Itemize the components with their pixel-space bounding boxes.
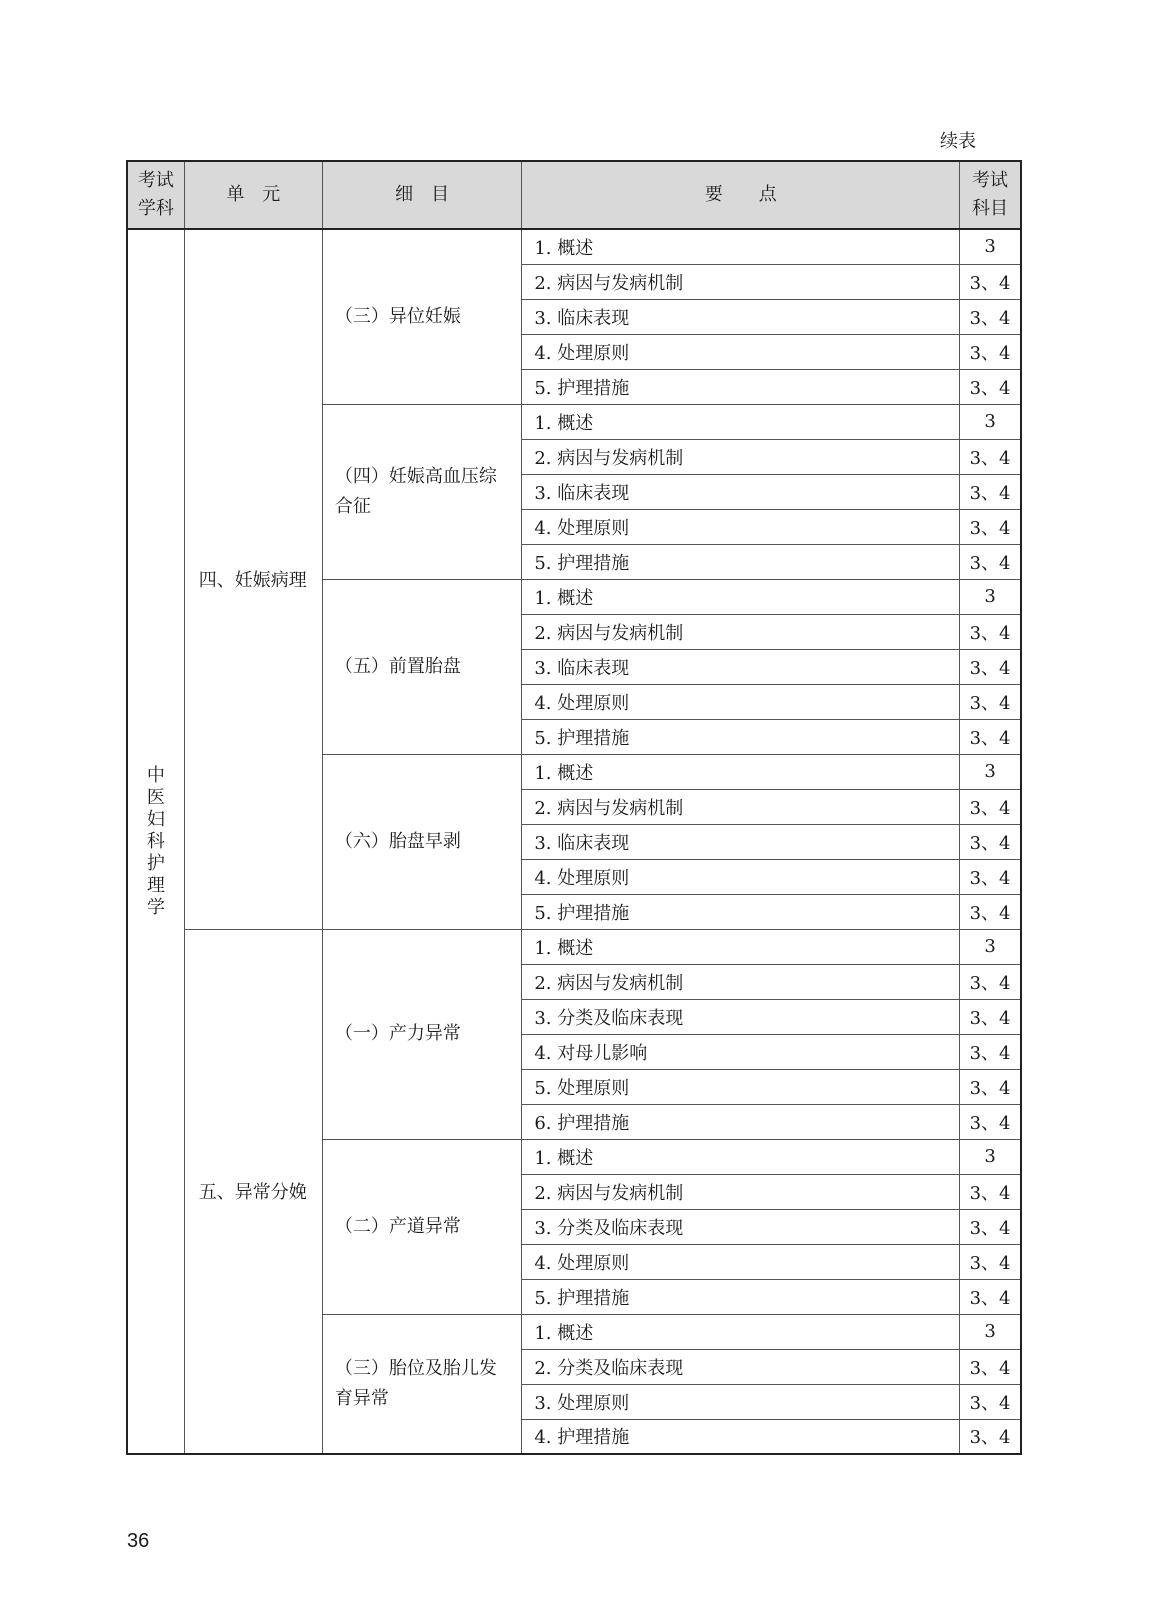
score-cell: 3、4 <box>960 439 1021 474</box>
point-cell: 2. 分类及临床表现 <box>522 1349 960 1384</box>
point-cell: 4. 对母儿影响 <box>522 1034 960 1069</box>
score-cell: 3 <box>960 754 1021 789</box>
score-cell: 3、4 <box>960 789 1021 824</box>
score-cell: 3、4 <box>960 964 1021 999</box>
point-cell: 4. 护理措施 <box>522 1419 960 1454</box>
score-cell: 3、4 <box>960 264 1021 299</box>
score-cell: 3、4 <box>960 474 1021 509</box>
score-cell: 3、4 <box>960 334 1021 369</box>
point-cell: 1. 概述 <box>522 754 960 789</box>
point-cell: 3. 临床表现 <box>522 824 960 859</box>
point-cell: 3. 临床表现 <box>522 474 960 509</box>
score-cell: 3 <box>960 1139 1021 1174</box>
continued-label: 续表 <box>940 131 976 152</box>
score-cell: 3、4 <box>960 719 1021 754</box>
item-cell: （四）妊娠高血压综合征 <box>322 404 521 579</box>
score-cell: 3 <box>960 404 1021 439</box>
score-cell: 3、4 <box>960 1419 1021 1454</box>
point-cell: 3. 分类及临床表现 <box>522 1209 960 1244</box>
point-cell: 5. 护理措施 <box>522 719 960 754</box>
point-cell: 1. 概述 <box>522 229 960 264</box>
point-cell: 4. 处理原则 <box>522 509 960 544</box>
point-cell: 3. 临床表现 <box>522 649 960 684</box>
score-cell: 3 <box>960 929 1021 964</box>
point-cell: 6. 护理措施 <box>522 1104 960 1139</box>
point-cell: 4. 处理原则 <box>522 684 960 719</box>
point-cell: 1. 概述 <box>522 1314 960 1349</box>
point-cell: 5. 护理措施 <box>522 1279 960 1314</box>
score-cell: 3、4 <box>960 999 1021 1034</box>
point-cell: 1. 概述 <box>522 929 960 964</box>
table-row <box>127 929 1021 964</box>
score-cell: 3 <box>960 579 1021 614</box>
unit-cell: 四、妊娠病理 <box>184 229 322 929</box>
score-cell: 3、4 <box>960 1174 1021 1209</box>
score-cell: 3、4 <box>960 544 1021 579</box>
header-unit: 单 元 <box>184 161 322 229</box>
score-cell: 3、4 <box>960 894 1021 929</box>
exam-outline-table <box>126 160 1022 1455</box>
score-cell: 3、4 <box>960 1279 1021 1314</box>
point-cell: 3. 分类及临床表现 <box>522 999 960 1034</box>
point-cell: 2. 病因与发病机制 <box>522 789 960 824</box>
point-cell: 1. 概述 <box>522 404 960 439</box>
point-cell: 5. 护理措施 <box>522 369 960 404</box>
score-cell: 3、4 <box>960 859 1021 894</box>
item-cell: （二）产道异常 <box>322 1139 521 1314</box>
score-cell: 3、4 <box>960 824 1021 859</box>
score-cell: 3、4 <box>960 1034 1021 1069</box>
item-cell: （三）胎位及胎儿发育异常 <box>322 1314 521 1454</box>
score-cell: 3、4 <box>960 1349 1021 1384</box>
point-cell: 2. 病因与发病机制 <box>522 1174 960 1209</box>
score-cell: 3、4 <box>960 1209 1021 1244</box>
item-cell: （三）异位妊娠 <box>322 229 521 404</box>
score-cell: 3 <box>960 229 1021 264</box>
point-cell: 5. 护理措施 <box>522 894 960 929</box>
point-cell: 4. 处理原则 <box>522 334 960 369</box>
point-cell: 3. 临床表现 <box>522 299 960 334</box>
score-cell: 3、4 <box>960 1244 1021 1279</box>
score-cell: 3、4 <box>960 299 1021 334</box>
score-cell: 3、4 <box>960 684 1021 719</box>
unit-cell: 五、异常分娩 <box>184 929 322 1454</box>
item-cell: （五）前置胎盘 <box>322 579 521 754</box>
score-cell: 3、4 <box>960 509 1021 544</box>
page-number: 36 <box>127 1530 150 1552</box>
point-cell: 2. 病因与发病机制 <box>522 964 960 999</box>
subject-name: 中医妇科护理学 <box>146 764 165 918</box>
score-cell: 3、4 <box>960 1384 1021 1419</box>
score-cell: 3、4 <box>960 369 1021 404</box>
score-cell: 3、4 <box>960 1104 1021 1139</box>
point-cell: 1. 概述 <box>522 579 960 614</box>
point-cell: 2. 病因与发病机制 <box>522 439 960 474</box>
score-cell: 3、4 <box>960 649 1021 684</box>
table-header-row <box>127 161 1021 229</box>
point-cell: 2. 病因与发病机制 <box>522 264 960 299</box>
item-cell: （一）产力异常 <box>322 929 521 1139</box>
header-subject: 考试学科 <box>127 161 184 229</box>
point-cell: 4. 处理原则 <box>522 859 960 894</box>
point-cell: 3. 处理原则 <box>522 1384 960 1419</box>
point-cell: 4. 处理原则 <box>522 1244 960 1279</box>
table-body <box>127 229 1021 1454</box>
score-cell: 3 <box>960 1314 1021 1349</box>
item-cell: （六）胎盘早剥 <box>322 754 521 929</box>
header-item: 细 目 <box>322 161 521 229</box>
table-row <box>127 229 1021 264</box>
score-cell: 3、4 <box>960 614 1021 649</box>
header-point: 要 点 <box>522 161 960 229</box>
header-score: 考试科目 <box>960 161 1021 229</box>
point-cell: 5. 处理原则 <box>522 1069 960 1104</box>
point-cell: 1. 概述 <box>522 1139 960 1174</box>
point-cell: 2. 病因与发病机制 <box>522 614 960 649</box>
subject-cell <box>127 229 184 1454</box>
score-cell: 3、4 <box>960 1069 1021 1104</box>
point-cell: 5. 护理措施 <box>522 544 960 579</box>
